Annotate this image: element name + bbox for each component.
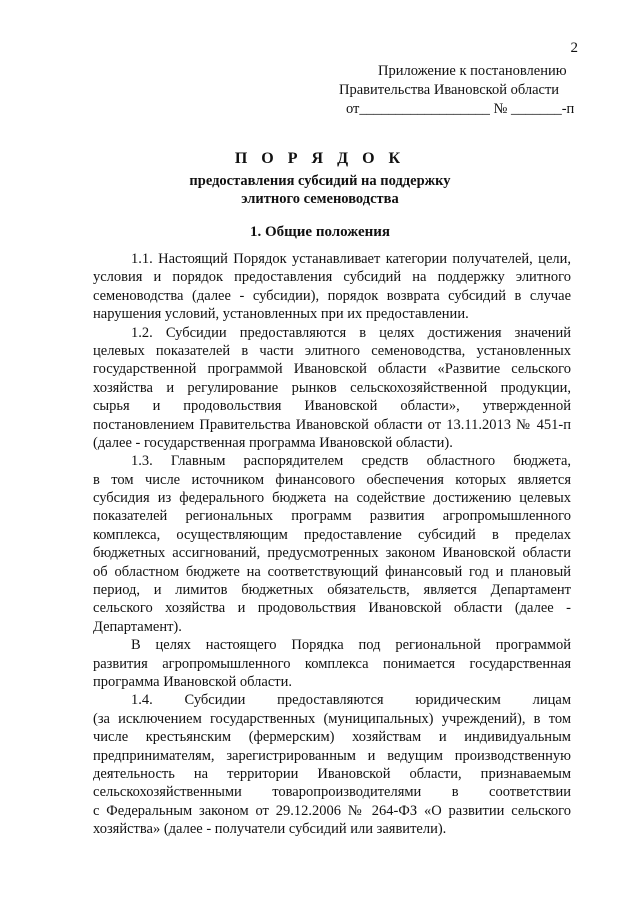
appendix-line-1: Приложение к постановлению [378, 63, 567, 79]
body-line: целевых показателей в части элитного семеноводства, установленных [93, 342, 571, 359]
page-number: 2 [570, 40, 578, 56]
body-line: (за исключением государственных (муниципальных) учреждений), в том [93, 710, 571, 727]
section-heading: 1. Общие положения [249, 224, 391, 240]
body-line: Департамент). [93, 618, 182, 635]
body-line: развития агропромышленного комплекса понимается государственная [93, 655, 571, 672]
body-line: государственной программой Ивановской области «Развитие сельского [93, 361, 571, 378]
body-line: хозяйства и регулирование рынков сельскохозяйственной продукции, [93, 379, 571, 396]
body-line: с Федеральным законом от 29.12.2006 № 264-ФЗ «О развитии сельского [93, 802, 571, 819]
subtitle-line-2: элитного семеноводства [241, 191, 399, 207]
appendix-line-2: Правительства Ивановской области [339, 82, 560, 98]
body-line: период, и лимитов бюджетных обязательств, является Департамент [93, 582, 571, 599]
body-line: сырья и продовольствия Ивановской области», утвержденной [93, 398, 571, 415]
body-line: хозяйства» (далее - получатели субсидий или заявители). [93, 821, 447, 838]
body-line: числе крестьянским (фермерским) хозяйствам и индивидуальным [93, 729, 571, 746]
subtitle-line-1: предоставления субсидий на поддержку [189, 173, 451, 189]
body-line: 1.4. Субсидии предоставляются юридическим лицам [131, 692, 571, 709]
body-line: В целях настоящего Порядка под региональной программой [131, 637, 571, 654]
body-line: (далее - государственная программа Ивановской области). [93, 434, 453, 451]
body-line: условия и порядок предоставления субсидий на поддержку элитного [93, 269, 571, 286]
body-line: в том числе источником финансового обеспечения которых является [93, 471, 571, 488]
appendix-line-3: от__________________ № _______-п [346, 101, 575, 117]
body-line: бюджетных ассигнований, предусмотренных законом Ивановской области [93, 545, 571, 562]
body-line: предпринимателям, зарегистрированным и ведущим производственную [93, 747, 571, 764]
body-line: 1.2. Субсидии предоставляются в целях достижения значений [131, 324, 571, 341]
body-line: программа Ивановской области. [93, 673, 293, 690]
body-line: деятельность на территории Ивановской области, признаваемым [93, 765, 571, 782]
document-title: П О Р Я Д О К [234, 150, 406, 167]
body-line: семеноводства (далее - субсидии), порядок возврата субсидий в случае [93, 287, 571, 304]
body-line: нарушения условий, установленных при их предоставлении. [93, 306, 469, 323]
body-line: 1.1. Настоящий Порядок устанавливает категории получателей, цели, [131, 251, 571, 267]
body-line: постановлением Правительства Ивановской области от 13.11.2013 № 451-п [93, 416, 571, 433]
body-line: показателей региональных программ развития агропромышленного [93, 508, 571, 525]
document-body [93, 250, 571, 839]
body-line: субсидия из федерального бюджета на содействие достижению целевых [93, 490, 571, 507]
document-subtitle [0, 172, 640, 208]
body-line: сельскохозяйственными товаропроизводителями в соответствии [93, 784, 571, 801]
body-line: сельского хозяйства и продовольствия Ивановской области (далее - [93, 600, 571, 617]
body-line: 1.3. Главным распорядителем средств областного бюджета, [131, 453, 571, 470]
body-line: об областном бюджете на соответствующий финансовый год и плановый [93, 563, 571, 580]
appendix-block [339, 62, 575, 119]
body-line: комплекса, осуществляющим предоставление субсидий в пределах [93, 526, 571, 543]
